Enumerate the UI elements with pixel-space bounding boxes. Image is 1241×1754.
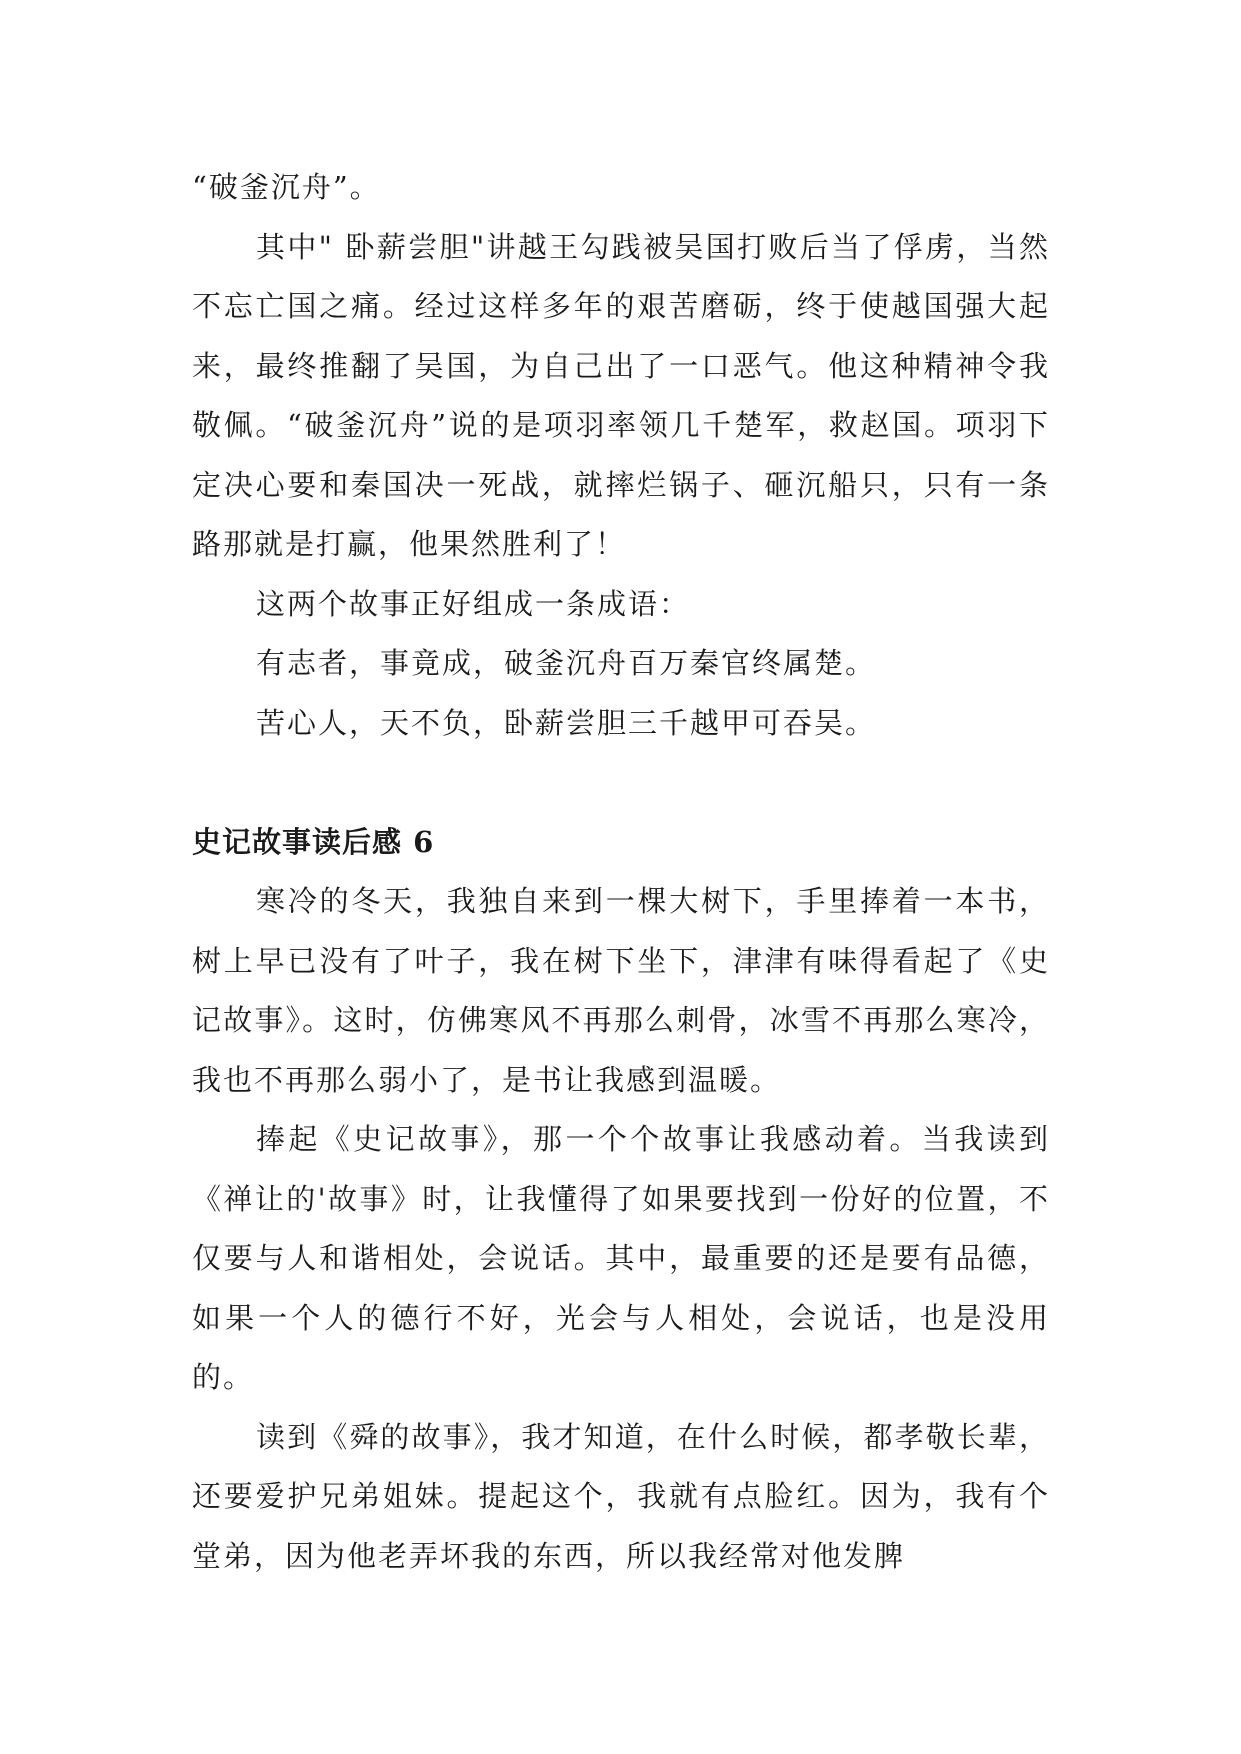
- section-title: 史记故事读后感 6: [192, 824, 435, 859]
- paragraph-idiom-intro: 这两个故事正好组成一条成语：: [256, 586, 691, 621]
- paragraph-abdication-story: 捧起《史记故事》，那一个个故事让我感动着。当我读到《禅让的'故事》时，让我懂得了如果要找到一份好的位置，不仅要与人和谐相处，会说话。其中，最重要的还是要有品德，如果一个人的德行不好，光会与人相处，会说话，也是没用的。: [192, 1122, 1050, 1394]
- paragraph-shun-story: 读到《舜的故事》，我才知道，在什么时候，都孝敬长辈，还要爱护兄弟姐妹。提起这个，我就有点脸红。因为，我有个堂弟，因为他老弄坏我的东西，所以我经常对他发脾: [192, 1419, 1050, 1573]
- paragraph-couplet-line-2: 苦心人，天不负，卧薪尝胆三千越甲可吞吴。: [256, 705, 877, 740]
- paragraph-ending-line: “破釜沉舟”。: [192, 170, 381, 204]
- paragraph-couplet-line-1: 有志者，事竟成，破釜沉舟百万秦官终属楚。: [256, 646, 877, 680]
- paragraph-story-summary: 其中" 卧薪尝胆"讲越王勾践被吴国打败后当了俘虏，当然不忘亡国之痛。经过这样多年的艰苦磨砺，终于使越国强大起来，最终推翻了吴国，为自己出了一口恶气。他这种精神令我敬佩。“破釜沉舟”说的是项羽率领几千楚军，救赵国。项羽下定决心要和秦国决一死战，就摔烂锅子、砸沉船只，只有一条路那就是打赢，他果然胜利了！: [192, 229, 1050, 561]
- paragraph-winter-reading: 寒冷的冬天，我独自来到一棵大树下，手里捧着一本书，树上早已没有了叶子，我在树下坐下，津津有味得看起了《史记故事》。这时，仿佛寒风不再那么刺骨，冰雪不再那么寒冷，我也不再那么弱小了，是书让我感到温暖。: [192, 884, 1050, 1097]
- section-spacer: [192, 753, 1050, 813]
- document-body: [192, 158, 1050, 1586]
